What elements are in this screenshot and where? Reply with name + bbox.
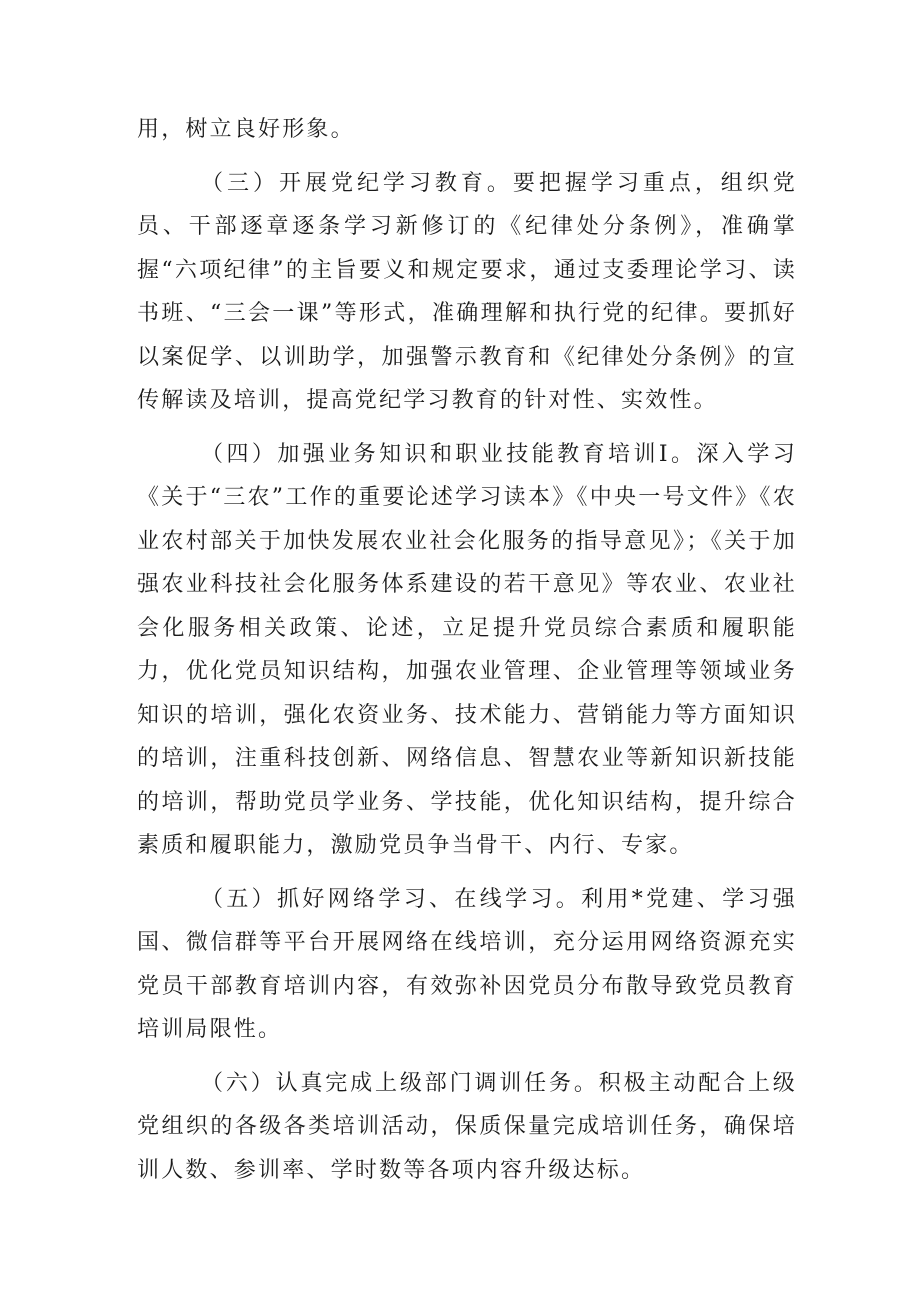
paragraph-section-3: （三）开展党纪学习教育。要把握学习重点，组织党员、干部逐章逐条学习新修订的《纪律处分条例》，准确掌握“六项纪律”的主旨要义和规定要求，通过支委理论学习、读书班、“三会一课”等形式，准确理解和执行党的纪律。要抓好以案促学、以训助学，加强警示教育和《纪律处分条例》的宣传解读及培训，提高党纪学习教育的针对性、实效性。 — [137, 170, 797, 413]
paragraph-section-5: （五）抓好网络学习、在线学习。利用*党建、学习强国、微信群等平台开展网络在线培训，充分运用网络资源充实党员干部教育培训内容，有效弥补因党员分布散导致党员教育培训局限性。 — [137, 886, 797, 1042]
paragraph-section-6: （六）认真完成上级部门调训任务。积极主动配合上级党组织的各级各类培训活动，保质保量完成培训任务，确保培训人数、参训率、学时数等各项内容升级达标。 — [137, 1070, 797, 1183]
paragraph-section-4: （四）加强业务知识和职业技能教育培训I。深入学习《关于“三农”工作的重要论述学习读本》《中央一号文件》《农业农村部关于加快发展农业社会化服务的指导意见》；《关于加强农业科技社会化服务体系建设的若干意见》等农业、农业社会化服务相关政策、论述，立足提升党员综合素质和履职能力，优化党员知识结构，加强农业管理、企业管理等领域业务知识的培训，强化农资业务、技术能力、营销能力等方面知识的培训，注重科技创新、网络信息、智慧农业等新知识新技能的培训，帮助党员学业务、学技能，优化知识结构，提升综合素质和履职能力，激励党员争当骨干、内行、专家。 — [137, 441, 797, 858]
document-body — [137, 108, 797, 1192]
paragraph-continuation: 用，树立良好形象。 — [137, 117, 355, 142]
